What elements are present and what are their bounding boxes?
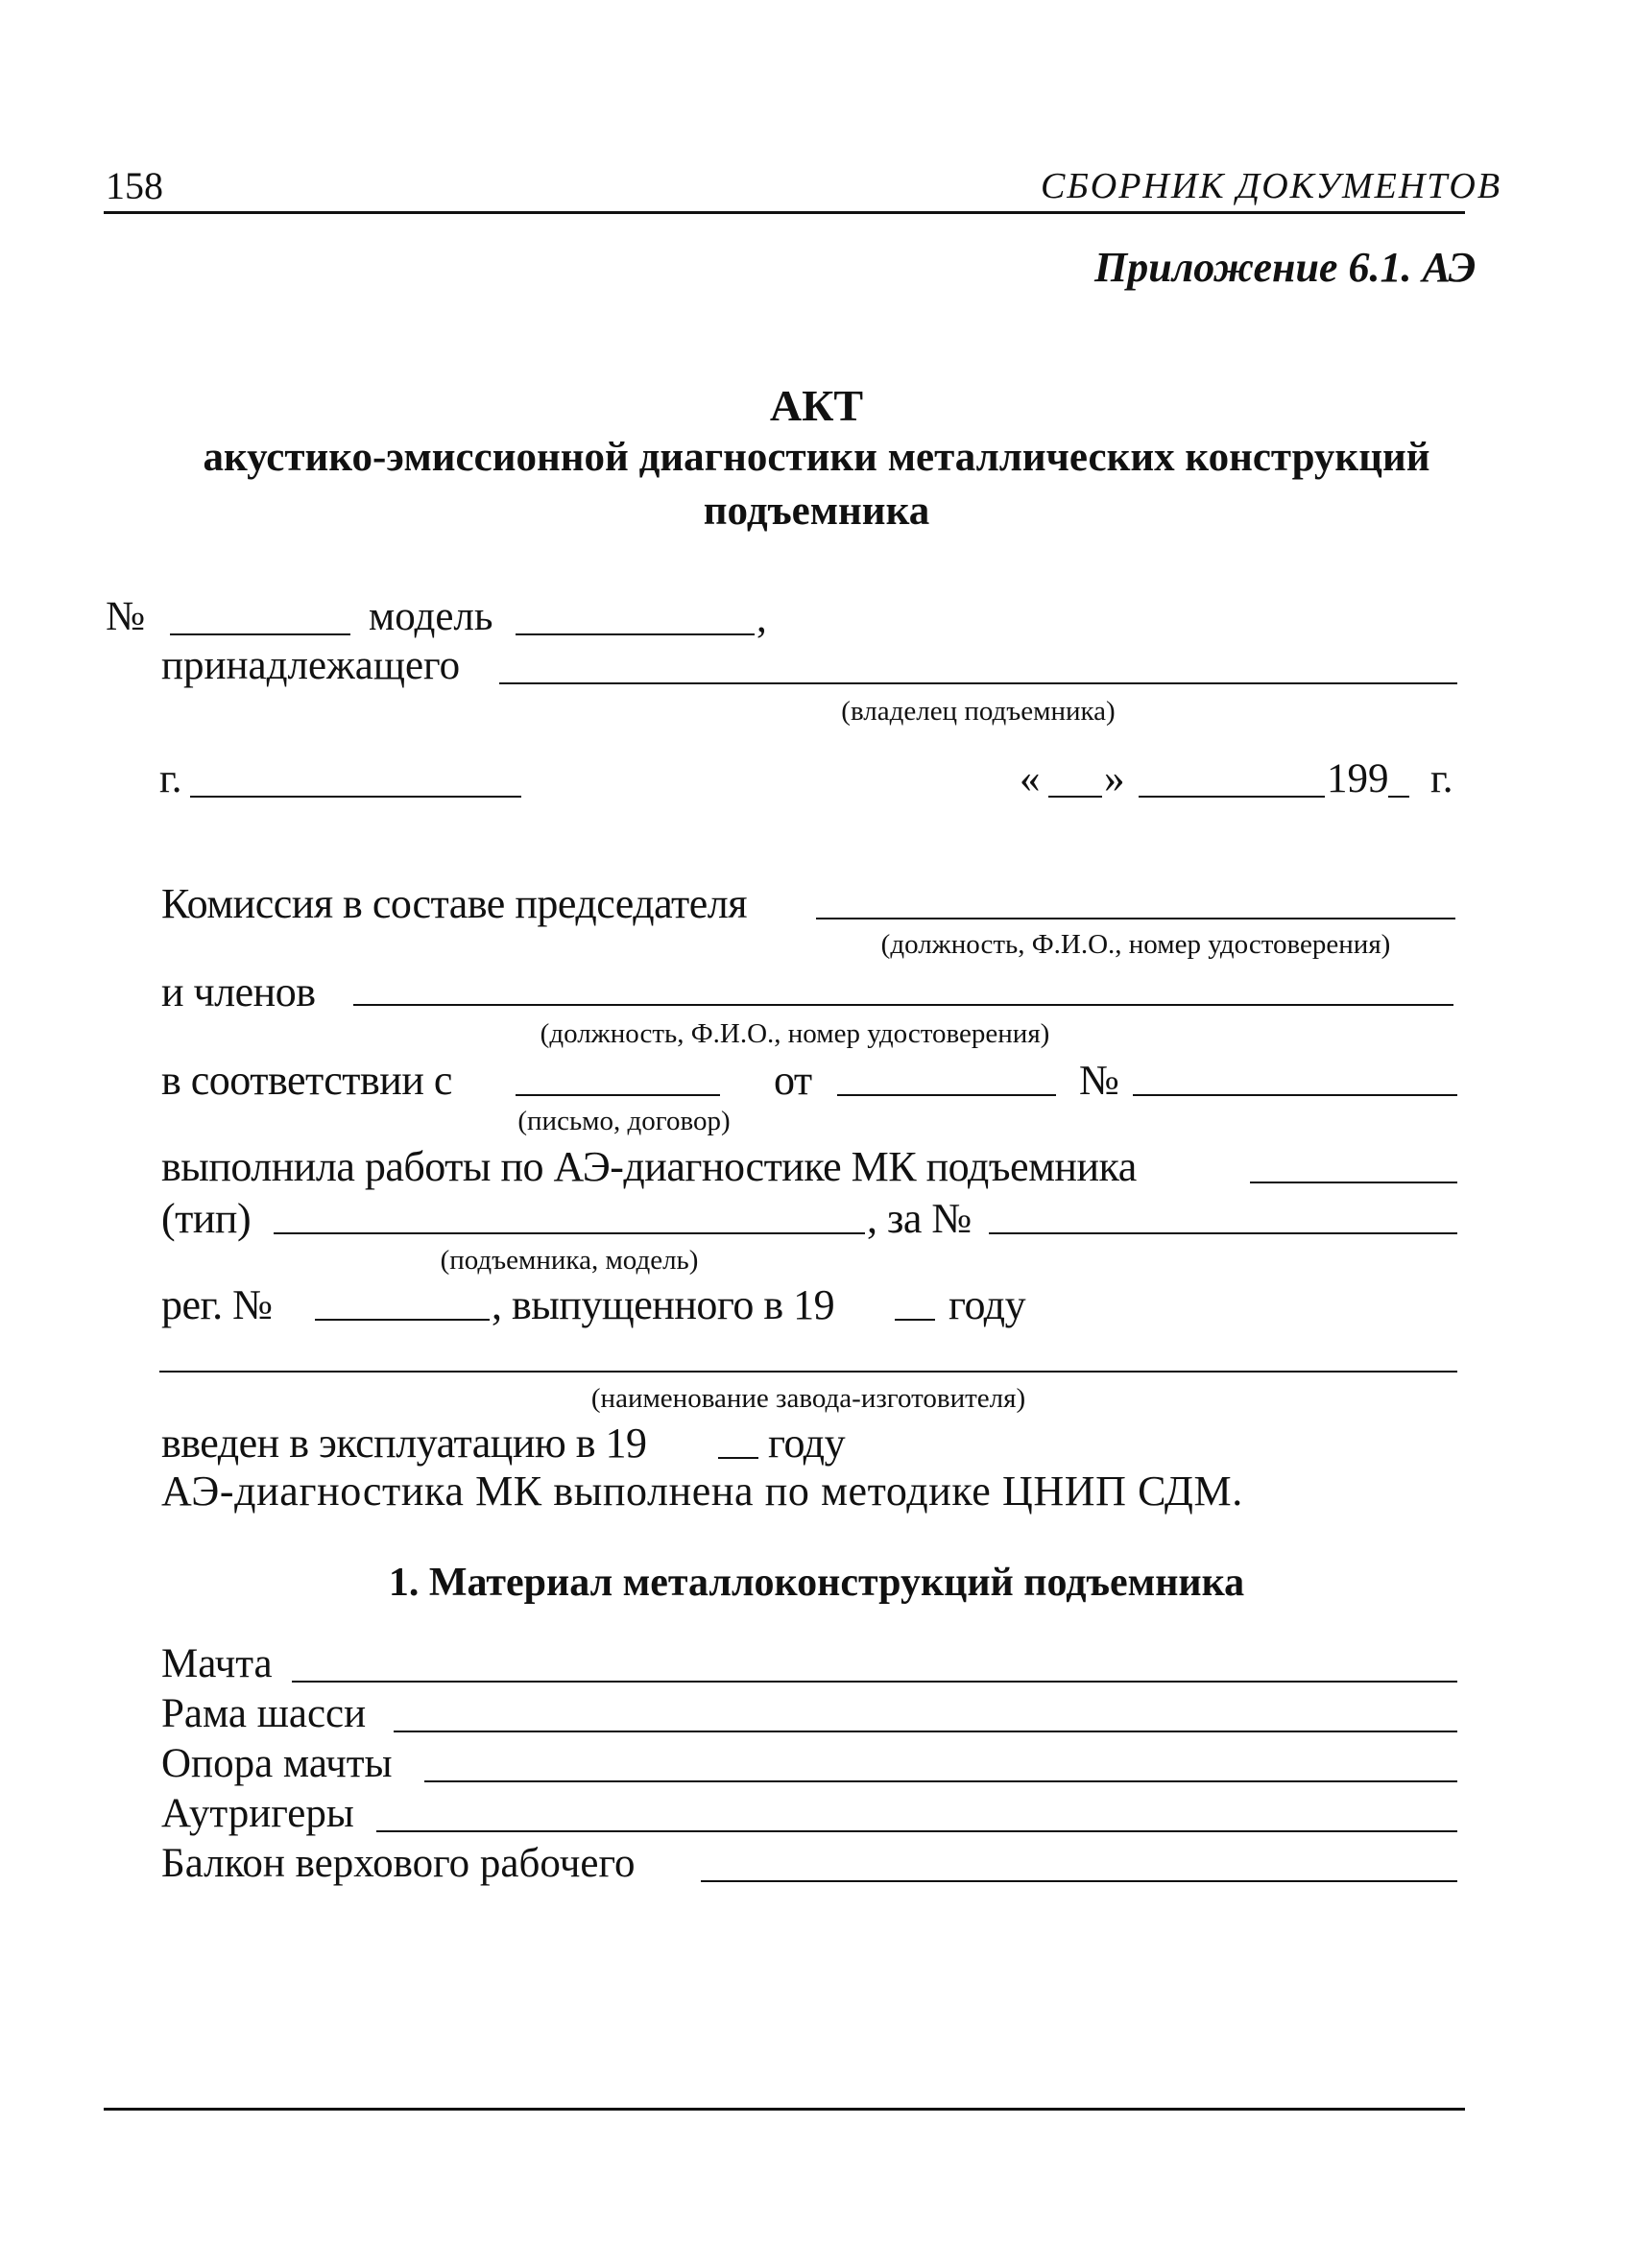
material-label-mast-support: Опора мачты <box>161 1741 393 1786</box>
footer-rule <box>104 2108 1465 2111</box>
accordance-date-field[interactable] <box>837 1094 1056 1096</box>
manufacturer-hint: (наименование завода-изготовителя) <box>590 1383 1026 1414</box>
method-text: АЭ-диагностика МК выполнена по методике ЦНИП СДМ. <box>161 1468 1243 1515</box>
reg-number-field[interactable] <box>315 1319 490 1321</box>
year-prefix: 199 <box>1327 756 1389 801</box>
issue-year-field[interactable] <box>895 1319 935 1321</box>
header-rule <box>104 211 1465 214</box>
month-field[interactable] <box>1139 796 1325 798</box>
section-heading: 1. Материал металлоконструкций подъемника <box>388 1561 1245 1605</box>
material-label-mast: Мачта <box>161 1641 273 1686</box>
commissioned-label: введен в эксплуатацию в 19 <box>161 1420 647 1467</box>
material-field-mast[interactable] <box>292 1681 1457 1683</box>
type-hint: (подъемника, модель) <box>440 1245 699 1276</box>
doc-number-label: № <box>1079 1057 1119 1104</box>
collection-title: СБОРНИК ДОКУМЕНТОВ <box>1041 166 1502 206</box>
members-field[interactable] <box>353 1004 1453 1006</box>
document-subtitle-2: подъемника <box>703 489 930 534</box>
document-subtitle: акустико-эмиссионной диагностики металлических конструкций <box>203 435 1430 480</box>
lift-model-field[interactable] <box>274 1232 865 1234</box>
owner-field[interactable] <box>499 682 1457 684</box>
members-hint: (должность, Ф.И.О., номер удостоверения) <box>540 1018 1050 1049</box>
act-number-field[interactable] <box>170 633 350 635</box>
type-label: (тип) <box>161 1195 252 1242</box>
material-label-balcony: Балкон верхового рабочего <box>161 1841 636 1886</box>
issued-label: , выпущенного в 19 <box>492 1281 835 1328</box>
year-suffix: г. <box>1430 756 1453 801</box>
model-label: модель <box>369 594 493 639</box>
accordance-hint: (письмо, договор) <box>517 1106 731 1136</box>
belonging-label: принадлежащего <box>161 643 461 688</box>
commissioned-year-word: году <box>768 1420 846 1467</box>
reg-label: рег. № <box>161 1281 273 1328</box>
material-label-outriggers: Аутригеры <box>161 1791 354 1836</box>
from-label: от <box>774 1057 812 1104</box>
page-number: 158 <box>106 164 163 207</box>
material-field-outriggers[interactable] <box>376 1830 1457 1832</box>
commission-label: Комиссия в составе председателя <box>161 880 747 927</box>
chairman-hint: (должность, Ф.И.О., номер удостоверения) <box>880 929 1391 960</box>
chairman-field[interactable] <box>816 918 1455 919</box>
work-label: выполнила работы по АЭ-диагностике МК подъемника <box>161 1143 1137 1190</box>
owner-hint: (владелец подъемника) <box>841 696 1116 727</box>
members-label: и членов <box>161 968 316 1015</box>
year-digit-field[interactable] <box>1388 796 1409 798</box>
year-word: году <box>949 1281 1026 1328</box>
accordance-number-field[interactable] <box>1133 1094 1457 1096</box>
model-field[interactable] <box>516 633 755 635</box>
accordance-label: в соответствии с <box>161 1057 452 1104</box>
manufacturer-field[interactable] <box>159 1371 1457 1373</box>
date-close-quote: » <box>1104 756 1125 801</box>
number-label: № <box>106 594 146 639</box>
date-open-quote: « <box>1020 756 1041 801</box>
accordance-doc-field[interactable] <box>516 1094 720 1096</box>
serial-number-field[interactable] <box>989 1232 1457 1234</box>
comma: , <box>756 596 767 641</box>
appendix-label: Приложение 6.1. АЭ <box>1094 244 1477 291</box>
material-field-balcony[interactable] <box>701 1880 1457 1882</box>
day-field[interactable] <box>1048 796 1102 798</box>
material-field-chassis[interactable] <box>394 1731 1457 1732</box>
document-title: АКТ <box>769 381 864 430</box>
material-field-mast-support[interactable] <box>424 1780 1457 1782</box>
lift-type-field[interactable] <box>1250 1182 1457 1183</box>
city-field[interactable] <box>190 796 521 798</box>
city-label: г. <box>159 756 182 801</box>
material-label-chassis: Рама шасси <box>161 1691 367 1736</box>
commissioned-year-field[interactable] <box>718 1457 758 1459</box>
serial-label: , за № <box>867 1195 972 1242</box>
